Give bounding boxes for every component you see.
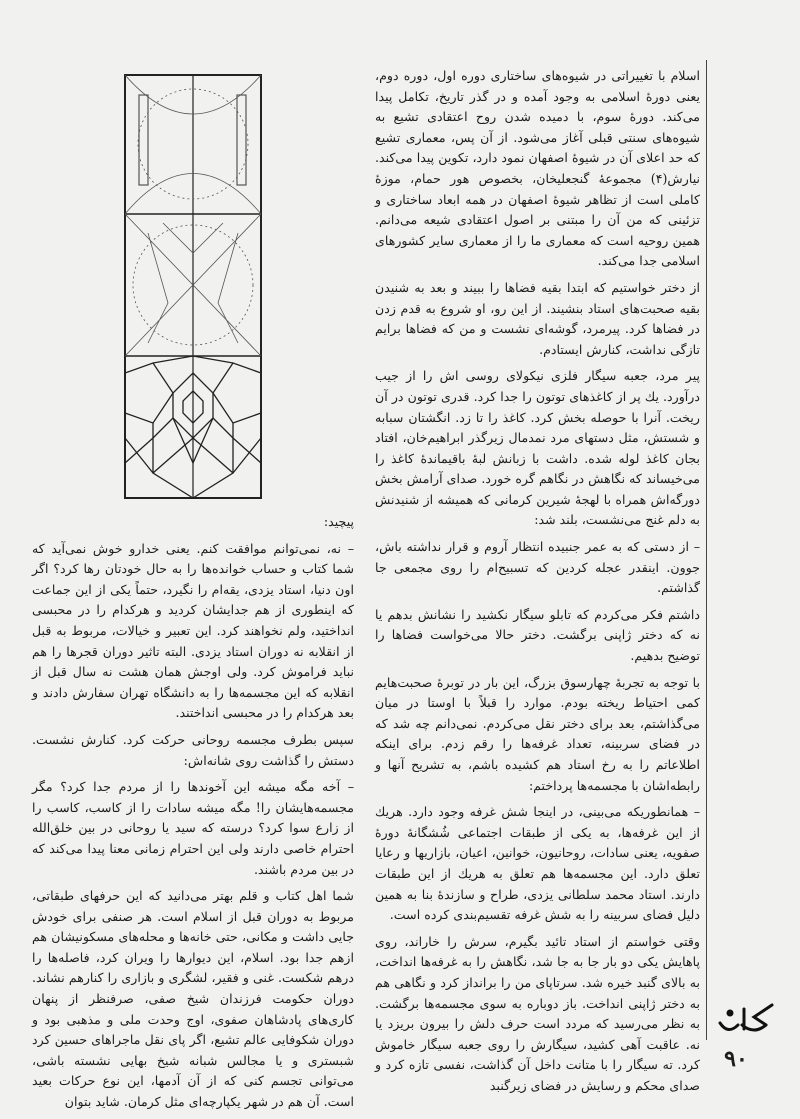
paragraph: پیر مرد، جعبه سیگار فلزی نیکولای روسی اش را از جیب درآورد. یك پر از کاغذهای توتون را جدا کرد. قدری توتون در آن ریخت. آنرا با حوصله بخش کرد. کاغذ را تا زد. انگشتان سبابه و شستش، مثل دستهای مرد نمدمال زیرگذر ابراهیم‌خان، افتاد بجان کاغذ لوله شده. داشت با زبانش لبهٔ باقیماندهٔ کاغذ را می‌خیساند که نگاهش در نگاهم گره خورد. صدای آرامش بخش دورگه‌اش همراه با لهجهٔ شیرین کرمانی که همیشه از شنیدنش به دلم غنج می‌نشست، بلند شد: bbox=[375, 368, 700, 528]
paragraph: اسلام با تغییراتی در شیوه‌های ساختاری دوره اول، دوره دوم، یعنی دورهٔ اسلامی به وجود آمده و در گذر تاریخ، تکامل پیدا می‌کند. دورهٔ سوم، با دمیده شدن روح اعتقادی تشیع به شیوه‌های سنتی قبلی آغاز می‌شود. از آن پس، معماری تشیع که حد اعلای آن در شیوهٔ اصفهان نمود دارد، تکوین پیدا می‌کند. نیارش(۴) مجموعهٔ گنجعلیخان، بخصوص هور حمام، موزهٔ کاملی است از تظاهر شیوهٔ اصفهان در همه ابعاد ساختاری و تزئینی که من آن را مبتنی بر اصول اعتقادی شیعه می‌دانم. همین روحیه است که معماری ما را از معماری سایر کشورهای اسلامی جدا می‌کند. bbox=[375, 68, 700, 269]
column-divider-rule bbox=[706, 60, 707, 1040]
right-text-column bbox=[375, 66, 700, 1103]
kerman-calligraphy-logo bbox=[714, 995, 778, 1045]
paragraph: – از دستی که به عمر جنبیده انتظار آروم و قرار نداشته باش، جوون. اینقدر عجله کردین که تسبیح‌ام را روی مجمعی جا گذاشتم. bbox=[375, 539, 700, 596]
left-text-column bbox=[32, 512, 354, 1119]
paragraph: وقتی خواستم از استاد تائید بگیرم، سرش را خاراند، روی پاهایش یکی دو بار جا به جا شد، نگاهش را به غرفه‌ها انداخت، به بالای گنبد خیره شد. سرتاپای من را برانداز کرد و نگاهی هم به دختر ژاپنی انداخت. باز دوباره به سوی مجسمه‌ها برگشت. به نظر می‌رسید که مردد است حرف دلش را بیرون بریزد یا نه. عاقبت آهی کشید، سیگارش را روی جعبه سیگار خاموش کرد. ته سیگار را با متانت داخل آن گذاشت، نفسی تازه کرد و صدای محکم و رسایش در فضای زیرگنبد bbox=[375, 933, 700, 1093]
paragraph: پیچید: bbox=[323, 514, 354, 529]
page-number: ۹۰ bbox=[724, 1046, 748, 1072]
paragraph: – آخه مگه میشه این آخوندها را از مردم جدا کرد؟ مگر مجسمه‌هایشان را! مگه میشه سادات را از کاسب، کاسب را از زارع سوا کرد؟ درسته که سید یا روحانی در بین خلق‌الله احترام خاصی دارند ولی این احترام زمانی معنا پیدا می‌کند که در بین مردم باشند. bbox=[32, 779, 355, 877]
paragraph: با توجه به تجربهٔ چهارسوق بزرگ، این بار در توبرهٔ صحبت‌هایم کمی احتیاط ریخته بودم. موارد را قبلاً با اوستا در میان می‌گذاشتم، بعد برای دختر نقل می‌کردم. نمی‌دانم چه شد که در فضای سربینه، تعداد غرفه‌ها را رقم زدم. برای اینکه اطلاعاتم را به رخ استاد هم کشیده باشم، به تشریح آنها و رابطه‌اشان با مجسمه‌ها پرداختم: bbox=[375, 674, 700, 793]
paragraph: سپس بطرف مجسمه روحانی حرکت کرد. کنارش نشست. دستش را گذاشت روی شانه‌اش: bbox=[32, 731, 354, 768]
paragraph: – نه، نمی‌توانم موافقت کنم. یعنی خدارو خوش نمی‌آید که شما کتاب و حساب خوانده‌ها را به حال خودتان رها کرد؟ اگر اون دنیا، استاد یزدی، یقه‌ام را نگیرد، حتماً یکی از این جماعت که اینطوری از هم جدایشان کردید و هرکدام را در محبسی انداختید، ولم نخواهند کرد. این تعبیر و خیالات، مربوط به قبل از انقلابه نه دوران استاد یزدی. البته تاثیر دوران قجرها را هم نباید فراموش کرد. ولی اوجش همان هشت نه سال قبل از انقلابه که این مجسمه‌ها را به دانشگاه تهران سفارش دادند و بعد هرکدام را در محبسی انداختند. bbox=[32, 540, 354, 721]
geometric-pattern-drawing bbox=[123, 73, 263, 500]
paragraph: داشتم فکر می‌کردم که تابلو سیگار نکشید را نشانش بدهم یا نه که دختر ژاپنی برگشت. دختر حالا می‌خواست فضاها را توضیح بدهیم. bbox=[375, 606, 700, 664]
paragraph: از دختر خواستیم که ابتدا بقیه فضاها را ببیند و بعد به شنیدن بقیه صحبت‌های استاد بنشیند. از این رو، او شروع به قدم زدن در فضاها کرد. پیرمرد، گوشه‌ای نشست و من که فضاها برایم تازگی نداشت، کنارش ایستادم. bbox=[375, 279, 700, 357]
paragraph: شما اهل کتاب و قلم بهتر می‌دانید که این حرفهای طبقاتی، مربوط به دوران قبل از اسلام است. هر صنفی برای خودش جایی داشت و مکانی، حتی خانه‌ها و محله‌های مسکونیشان هم ازهم جدا بود. اسلام، این دیوارها را ویران کرد، فاصله‌ها را درهم شکست. غنی و فقیر، لشگری و بازاری را کنارهم نشاند. دوران حکومت فرزندان شیخ صفی، صرفنظر از پنهان کاری‌های پادشاهان صفوی، اوج وحدت ملی و مذهبی بود و دوران شکوفایی عالم تشیع، اگر پای نقل ماجراهای حسین کرد شبستری و یا مجالس شبانه شیخ بهایی نشسته باشی، می‌توانی تجسم کنی که از آن آدمها، این نوع حرکات بعید است. آن هم در شهر یکپارچه‌ای مثل کرمان. شاید بتوان bbox=[32, 888, 354, 1110]
paragraph: – همانطوریکه می‌بینی، در اینجا شش غرفه وجود دارد. هریك از این غرفه‌ها، به یکی از طبقات اجتماعی شُشگانهٔ دورهٔ صفویه، یعنی سادات، روحانیون، خوانین، اعیان، بازاریها و رعایا تعلق دارد. این مجسمه‌ها هم تعلق به هریك از این طبقات دارند. استاد محمد سلطانی یزدی، طراح و سازندهٔ بنا به همین دلیل فضای سربینه را به شش غرفه تقسیم‌بندی کرده است. bbox=[375, 804, 700, 923]
